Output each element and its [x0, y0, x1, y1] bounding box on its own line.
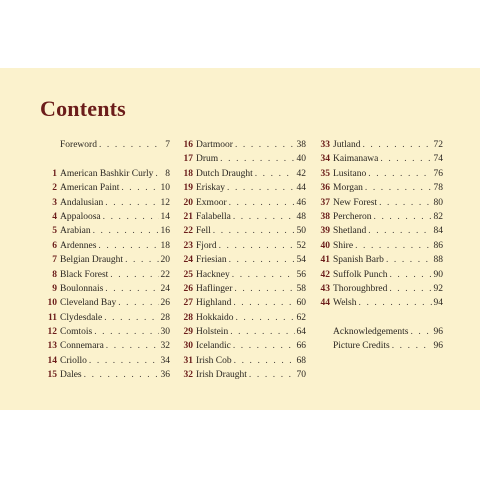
toc-entry[interactable] — [44, 196, 170, 210]
contents-column-3 — [317, 138, 443, 354]
entry-page: 92 — [433, 283, 443, 294]
toc-entry[interactable] — [44, 339, 170, 353]
entry-name: Fjord — [196, 240, 217, 251]
dot-leader — [227, 181, 294, 195]
entry-page: 70 — [296, 370, 306, 381]
entry-name: Criollo — [60, 355, 87, 366]
toc-entry[interactable] — [317, 138, 443, 152]
entry-page: 96 — [433, 341, 443, 352]
entry-number: 10 — [47, 298, 57, 309]
toc-entry[interactable] — [180, 224, 306, 238]
entry-page: 86 — [433, 240, 443, 251]
dot-leader — [355, 239, 431, 253]
entry-number: 37 — [320, 197, 330, 208]
entry-name: Thoroughbred — [333, 283, 388, 294]
entry-page: 12 — [160, 197, 170, 208]
dot-leader — [94, 325, 158, 339]
entry-page: 24 — [160, 283, 170, 294]
toc-entry[interactable] — [317, 210, 443, 224]
entry-name: Shire — [333, 240, 354, 251]
entry-name: Fell — [196, 226, 211, 237]
entry-number: 14 — [47, 355, 57, 366]
entry-number: 13 — [47, 341, 57, 352]
entry-name: Morgan — [333, 183, 363, 194]
entry-name: Boulonnais — [60, 283, 104, 294]
entry-page: 82 — [433, 211, 443, 222]
entry-number: 20 — [183, 197, 193, 208]
toc-entry[interactable] — [44, 282, 170, 296]
toc-entry[interactable] — [317, 268, 443, 282]
entry-number: 6 — [52, 240, 57, 251]
contents-column-1 — [44, 138, 170, 383]
entry-name: Appaloosa — [60, 211, 101, 222]
entry-number: 33 — [320, 140, 330, 150]
entry-number: 41 — [320, 255, 330, 266]
contents-page — [0, 68, 480, 410]
dot-leader — [98, 239, 158, 253]
entry-name: Comtois — [60, 327, 93, 338]
entry-page: 76 — [433, 168, 443, 179]
entry-name: Irish Draught — [196, 370, 247, 381]
entry-page: 52 — [296, 240, 306, 251]
entry-page: 18 — [160, 240, 170, 251]
entry-page: 74 — [433, 154, 443, 165]
entry-page: 14 — [160, 211, 170, 222]
contents-column-2 — [180, 138, 306, 383]
toc-entry[interactable] — [180, 325, 306, 339]
dot-leader — [125, 253, 158, 267]
dot-leader — [410, 325, 431, 339]
entry-page: 80 — [433, 197, 443, 208]
entry-number: 12 — [47, 327, 57, 338]
dot-leader — [105, 282, 158, 296]
entry-number: 2 — [52, 183, 57, 194]
entry-page: 46 — [296, 197, 306, 208]
entry-number: 29 — [183, 327, 193, 338]
toc-entry[interactable] — [317, 196, 443, 210]
toc-entry[interactable] — [317, 253, 443, 267]
toc-entry[interactable] — [180, 354, 306, 368]
toc-entry[interactable] — [317, 282, 443, 296]
toc-entry[interactable] — [44, 354, 170, 368]
entry-number: 34 — [320, 154, 330, 165]
entry-number: 7 — [52, 255, 57, 266]
entry-number: 43 — [320, 283, 330, 294]
entry-number: 4 — [52, 211, 57, 222]
toc-entry-foreword[interactable] — [44, 138, 170, 152]
toc-entry[interactable] — [180, 181, 306, 195]
entry-name: Connemara — [60, 341, 104, 352]
dot-leader — [235, 138, 295, 152]
entry-name: Jutland — [333, 140, 361, 150]
entry-name: Foreword — [60, 140, 97, 150]
entry-name: Dales — [60, 370, 82, 381]
entry-number: 8 — [52, 269, 57, 280]
dot-leader — [121, 181, 158, 195]
dot-leader — [118, 296, 158, 310]
toc-entry[interactable] — [180, 138, 306, 152]
entry-page: 48 — [296, 211, 306, 222]
entry-number: 35 — [320, 168, 330, 179]
toc-entry[interactable] — [180, 167, 306, 181]
entry-number: 39 — [320, 226, 330, 237]
dot-leader — [220, 152, 294, 166]
entry-number: 16 — [183, 140, 193, 150]
entry-page: 94 — [433, 298, 443, 309]
toc-entry[interactable] — [44, 311, 170, 325]
dot-leader — [232, 268, 295, 282]
entry-number: 21 — [183, 211, 193, 222]
entry-page: 22 — [160, 269, 170, 280]
toc-entry[interactable] — [180, 253, 306, 267]
entry-page: 68 — [296, 355, 306, 366]
dot-leader — [105, 196, 158, 210]
entry-page: 38 — [296, 140, 306, 150]
entry-name: Drum — [196, 154, 219, 165]
entry-number: 18 — [183, 168, 193, 179]
dot-leader — [103, 210, 159, 224]
entry-number: 17 — [183, 154, 193, 165]
entry-number: 25 — [183, 269, 193, 280]
dot-leader — [89, 354, 159, 368]
entry-number: 26 — [183, 283, 193, 294]
toc-entry[interactable] — [180, 339, 306, 353]
toc-entry[interactable] — [180, 268, 306, 282]
entry-name: Holstein — [196, 327, 229, 338]
entry-page: 64 — [296, 327, 306, 338]
entry-name: Falabella — [196, 211, 231, 222]
entry-page: 42 — [296, 168, 306, 179]
toc-entry[interactable] — [180, 196, 306, 210]
dot-leader — [365, 181, 432, 195]
toc-entry[interactable] — [44, 268, 170, 282]
entry-number: 30 — [183, 341, 193, 352]
dot-leader — [368, 224, 431, 238]
entry-page: 44 — [296, 183, 306, 194]
toc-entry[interactable] — [44, 253, 170, 267]
toc-entry[interactable] — [180, 311, 306, 325]
dot-leader — [233, 296, 294, 310]
dot-leader — [379, 196, 431, 210]
entry-page: 96 — [433, 327, 443, 338]
dot-leader — [229, 253, 295, 267]
dot-leader — [234, 282, 294, 296]
entry-name: Black Forest — [60, 269, 109, 280]
entry-name: Andalusian — [60, 197, 104, 208]
entry-number: 1 — [52, 168, 57, 179]
entry-name: New Forest — [333, 197, 378, 208]
dot-leader — [359, 296, 432, 310]
dot-leader — [106, 339, 159, 353]
entry-page: 34 — [160, 355, 170, 366]
entry-number: 3 — [52, 197, 57, 208]
entry-name: Eriskay — [196, 183, 226, 194]
entry-page: 26 — [160, 298, 170, 309]
dot-leader — [368, 167, 431, 181]
toc-entry[interactable] — [44, 325, 170, 339]
dot-leader — [84, 368, 159, 382]
entry-name: American Bashkir Curly — [60, 168, 154, 179]
entry-page: 30 — [160, 327, 170, 338]
entry-number: 22 — [183, 226, 193, 237]
entry-number: 42 — [320, 269, 330, 280]
dot-leader — [362, 138, 431, 152]
entry-number: 19 — [183, 183, 193, 194]
entry-page: 58 — [296, 283, 306, 294]
toc-entry[interactable] — [180, 152, 306, 166]
entry-page: 88 — [433, 255, 443, 266]
entry-name: Arabian — [60, 226, 91, 237]
toc-entry[interactable] — [44, 239, 170, 253]
toc-entry[interactable] — [44, 224, 170, 238]
dot-leader — [249, 368, 295, 382]
entry-page: 66 — [296, 341, 306, 352]
entry-page: 72 — [433, 140, 443, 150]
entry-name: Highland — [196, 298, 232, 309]
toc-entry[interactable] — [317, 296, 443, 310]
entry-number: 40 — [320, 240, 330, 251]
entry-number: 32 — [183, 370, 193, 381]
dot-leader — [213, 224, 295, 238]
entry-name: Belgian Draught — [60, 255, 124, 266]
dot-leader — [380, 152, 431, 166]
toc-entry[interactable] — [44, 368, 170, 382]
dot-leader — [155, 167, 163, 181]
entry-page: 40 — [296, 154, 306, 165]
entry-name: Irish Cob — [196, 355, 232, 366]
entry-name: Spanish Barb — [333, 255, 384, 266]
toc-entry[interactable] — [180, 239, 306, 253]
entry-name: Lusitano — [333, 168, 367, 179]
entry-page: 7 — [165, 140, 170, 150]
entry-name: Acknowledgements — [333, 327, 409, 338]
entry-page: 90 — [433, 269, 443, 280]
dot-leader — [374, 210, 432, 224]
entry-page: 8 — [165, 168, 170, 179]
entry-name: Hokkaido — [196, 312, 234, 323]
entry-name: Clydesdale — [60, 312, 103, 323]
entry-name: American Paint — [60, 183, 120, 194]
toc-entry[interactable] — [44, 181, 170, 195]
toc-entry[interactable] — [317, 167, 443, 181]
dot-leader — [234, 354, 295, 368]
entry-page: 16 — [160, 226, 170, 237]
dot-leader — [389, 268, 431, 282]
entry-number: 11 — [48, 312, 57, 323]
entry-name: Percheron — [333, 211, 372, 222]
entry-name: Dutch Draught — [196, 168, 253, 179]
dot-leader — [229, 196, 295, 210]
entry-name: Ardennes — [60, 240, 97, 251]
entry-name: Hackney — [196, 269, 230, 280]
entry-number: 23 — [183, 240, 193, 251]
dot-leader — [392, 339, 432, 353]
entry-number: 31 — [183, 355, 193, 366]
toc-entry[interactable] — [180, 368, 306, 382]
entry-name: Welsh — [333, 298, 357, 309]
entry-page: 78 — [433, 183, 443, 194]
toc-entry[interactable] — [317, 239, 443, 253]
entry-page: 10 — [160, 183, 170, 194]
entry-name: Cleveland Bay — [60, 298, 117, 309]
entry-number: 5 — [52, 226, 57, 237]
toc-entry[interactable] — [317, 224, 443, 238]
entry-page: 60 — [296, 298, 306, 309]
dot-leader — [230, 325, 294, 339]
entry-page: 20 — [160, 255, 170, 266]
entry-page: 62 — [296, 312, 306, 323]
dot-leader — [104, 311, 158, 325]
dot-leader — [255, 167, 295, 181]
entry-page: 54 — [296, 255, 306, 266]
entry-number: 44 — [320, 298, 330, 309]
entry-name: Dartmoor — [196, 140, 233, 150]
entry-number: 28 — [183, 312, 193, 323]
dot-leader — [233, 210, 295, 224]
entry-number: 27 — [183, 298, 193, 309]
toc-entry[interactable] — [44, 296, 170, 310]
dot-leader — [235, 311, 294, 325]
dot-leader — [233, 339, 295, 353]
entry-page: 56 — [296, 269, 306, 280]
entry-name: Haflinger — [196, 283, 233, 294]
dot-leader — [386, 253, 432, 267]
toc-entry[interactable] — [44, 210, 170, 224]
entry-name: Shetland — [333, 226, 367, 237]
entry-number: 15 — [47, 370, 57, 381]
toc-entry[interactable] — [317, 181, 443, 195]
entry-name: Icelandic — [196, 341, 231, 352]
entry-number: 24 — [183, 255, 193, 266]
toc-entry[interactable] — [180, 296, 306, 310]
entry-name: Exmoor — [196, 197, 227, 208]
entry-number: 36 — [320, 183, 330, 194]
entry-name: Picture Credits — [333, 341, 390, 352]
toc-entry[interactable] — [180, 282, 306, 296]
toc-entry[interactable] — [317, 152, 443, 166]
entry-page: 50 — [296, 226, 306, 237]
dot-leader — [219, 239, 295, 253]
toc-entry[interactable] — [44, 167, 170, 181]
page-title: Contents — [40, 96, 126, 121]
entry-name: Kaimanawa — [333, 154, 379, 165]
dot-leader — [99, 138, 163, 152]
entry-name: Suffolk Punch — [333, 269, 388, 280]
entry-page: 28 — [160, 312, 170, 323]
toc-entry[interactable] — [180, 210, 306, 224]
entry-page: 84 — [433, 226, 443, 237]
entry-name: Friesian — [196, 255, 227, 266]
entry-number: 38 — [320, 211, 330, 222]
dot-leader — [93, 224, 159, 238]
entry-page: 32 — [160, 341, 170, 352]
toc-entry-picture-credits[interactable] — [317, 339, 443, 353]
dot-leader — [389, 282, 431, 296]
entry-number: 9 — [52, 283, 57, 294]
entry-page: 36 — [160, 370, 170, 381]
toc-entry-acknowledgements[interactable] — [317, 325, 443, 339]
dot-leader — [110, 268, 158, 282]
